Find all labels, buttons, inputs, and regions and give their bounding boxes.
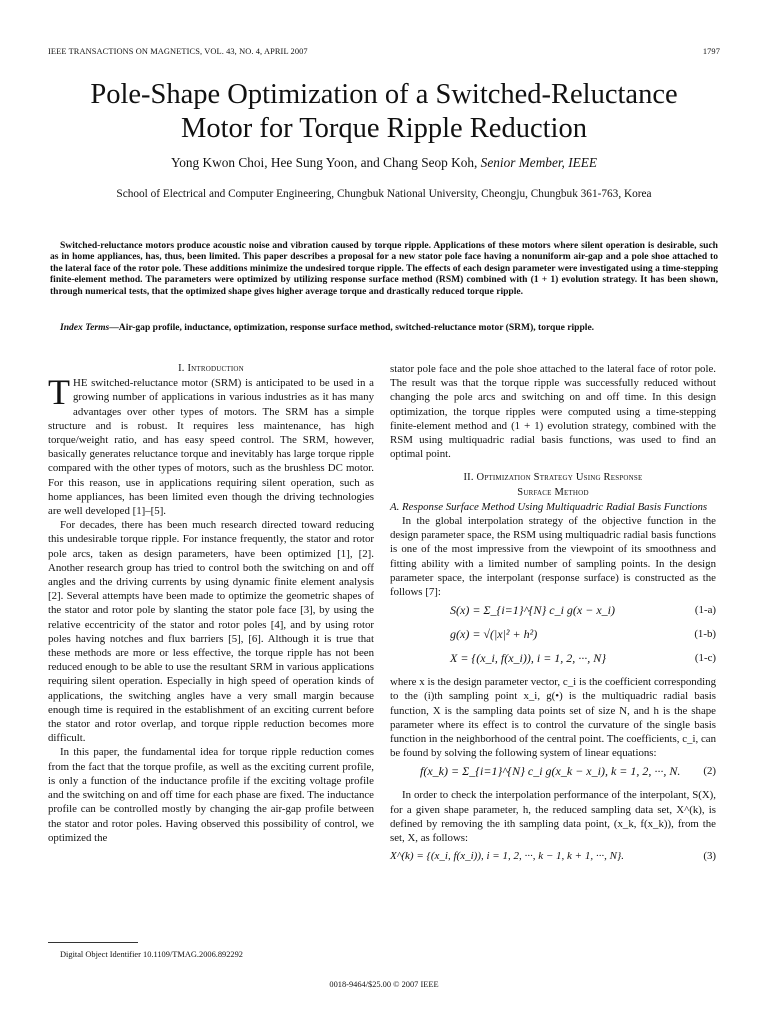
equation-2-formula: f(x_k) = Σ_{i=1}^{N} c_i g(x_k − x_i), k = 1, 2, ···, N. (420, 764, 681, 779)
equation-1c (390, 651, 716, 671)
authors (40, 155, 728, 171)
intro-paragraph-1-text: HE switched-reluctance motor (SRM) is anticipated to be used in a growing number of applications in various industries as it has many advantages over other types of motors. The SRM has a simple structure and is robust. It requires less maintenance, has high torque/weight ratio, and has easy speed control. The SRM, however, basically generates reluctance torque and inevitably has large torque ripple compared with the other types of motors, such as the brushless DC motor. For this reason, use in applications requiring silent operation, such as home appliances, has been limited even though the driving technologies are well developed [1]–[5]. (48, 377, 374, 518)
equation-3-formula: X^(k) = {(x_i, f(x_i)), i = 1, 2, ···, k − 1, k + 1, ···, N}. (390, 850, 625, 863)
page-number: 1797 (702, 47, 720, 56)
left-column (48, 362, 374, 845)
footnote-divider (48, 942, 138, 943)
running-head (48, 47, 720, 61)
rsm-paragraph-2: where x is the design parameter vector, c_i is the coefficient corresponding to the (i)th sampling point x_i, g(•) is the multiquadric radial basis function, X is the sampling data points set of size N, and h is the shape parameter where its effect is to control the curvature of the single basis function in the neighborhood of the central point. The coefficients, c_i, can be found by solving the following system of linear equations: (390, 676, 716, 760)
index-terms-text: —Air-gap profile, inductance, optimization, response surface method, switched-reluctance motor (SRM), torque ripple. (109, 322, 595, 333)
section-1-title: Introduction (187, 363, 244, 374)
section-1-numeral: I. (178, 363, 188, 374)
drop-cap: T (48, 372, 70, 413)
intro-paragraph-3: In this paper, the fundamental idea for torque ripple reduction comes from the fact that the torque profile, as well as the exciting current profile, is only a function of the inductance profile if the exciting voltage profile and the switching on and off time for each phase are fixed. The inductance profile can be controlled mostly by changing the air-gap profile between the stator and rotor poles. Having observed this possibility of control, we optimized the (48, 746, 374, 844)
page-footer-copyright: 0018-9464/$25.00 © 2007 IEEE (329, 980, 439, 989)
intro-paragraph-continued: stator pole face and the pole shoe attached to the lateral face of rotor pole. The result was that the torque ripple was successfully reduced without changing the pole arcs and switching on and off time. In this design optimization, the torque ripples were computed using a time-stepping finite-element method and (1 + 1) evolution strategy, combined with the RSM using multiquadric radial basis functions, was used to find an optimal point. (390, 363, 716, 461)
equation-1b-formula: g(x) = √(|x|² + h²) (450, 627, 538, 642)
equation-1b-number: (1-b) (694, 628, 716, 641)
equation-1c-formula: X = {(x_i, f(x_i)), i = 1, 2, ···, N} (450, 651, 607, 666)
index-terms-label: Index Terms (60, 322, 110, 333)
index-terms (50, 322, 718, 333)
equation-3-number: (3) (703, 850, 716, 863)
equation-1a (390, 603, 716, 623)
equation-3 (390, 849, 716, 869)
rsm-paragraph-1: In the global interpolation strategy of the objective function in the design parameter space, the RSM using multiquadric radial basis functions is one of the most impressive from the viewpoint of its smoothness and fitting ability with a limited number of sampling points. In the design parameter space, the interpolant (response surface) is constructed as the follows [7]: (390, 515, 716, 599)
section-2-numeral: II. (463, 472, 477, 484)
title-line-2: Motor for Torque Ripple Reduction (181, 113, 587, 144)
rsm-paragraph-3: In order to check the interpolation performance of the interpolant, S(X), for a given shape parameter, h, the reduced sampling data set, X^(k), is defined by removing the ith sampling data point, (x_k, f(x_k)), from the set, X, as follows: (390, 789, 716, 845)
title-line-1: Pole-Shape Optimization of a Switched-Reluctance (90, 79, 678, 110)
author-names: Yong Kwon Choi, Hee Sung Yoon, and Chang Seop Koh, (170, 155, 478, 170)
right-column (390, 362, 716, 873)
equation-2-number: (2) (703, 765, 716, 778)
section-1-heading (48, 362, 374, 376)
journal-info: IEEE TRANSACTIONS ON MAGNETICS, VOL. 43, NO. 4, APRIL 2007 (48, 47, 308, 56)
equation-1b (390, 627, 716, 647)
section-2-title-line-2: Surface Method (517, 486, 589, 498)
section-2-title-line-1: Optimization Strategy Using Response (476, 472, 643, 484)
equation-1a-number: (1-a) (694, 604, 716, 617)
equation-2 (390, 764, 716, 784)
subsection-a-heading: A. Response Surface Method Using Multiquadric Radial Basis Functions (390, 500, 708, 513)
equation-1c-number: (1-c) (694, 652, 716, 665)
author-member-title: Senior Member, IEEE (480, 155, 597, 170)
equation-1a-formula: S(x) = Σ_{i=1}^{N} c_i g(x − x_i) (450, 603, 615, 618)
paper-title (40, 78, 728, 146)
intro-paragraph-2: For decades, there has been much research directed toward reducing this undesirable torque ripple. For instance frequently, the stator and rotor pole arcs, taken as design parameters, have been optimized [1], [2]. Another research group has tried to control both the switching on and off angles and the driving currents by using dynamic finite element analysis [2]. Several attempts have been made to optimize the geometric shapes of the stator and rotor pole by slanting the stator pole face [3], by using the relative eccentricity of the stator and rotor poles [4], and by using rotor poles having notches and flux barriers [5], [6]. Although it is true that these methods are more or less effective, the torque ripple has not been reduced enough to be able to use the resultant SRM in various applications requiring silent operation. Especially in high speed of operation kinds of applications, the switching angles have a very small margin because enough time is required in the establishment of an exciting current before the stator and rotor overlap, and torque ripple reduction becomes more difficult. (48, 519, 374, 745)
section-2-heading (390, 471, 716, 499)
footnote-doi: Digital Object Identifier 10.1109/TMAG.2006.892292 (60, 950, 243, 959)
abstract: Switched-reluctance motors produce acoustic noise and vibration caused by torque ripple. Applications of these motors where silent operation is desirable, such as in home appliances, has, thus, been limited. This paper describes a proposal for a new stator pole face having a nonuniform air-gap and a pole shoe attached to the lateral face of the rotor pole. These additions minimize the undesired torque ripple. The effects of each design parameter were investigated using a time-stepping finite-element method. The parameters were optimized by utilizing response surface method (RSM) combined with (1 + 1) evolution strategy. It has been shown, through numerical tests, that the optimized shape gives higher average torque and drastically reduced torque ripple. (50, 240, 718, 297)
intro-paragraph-1 (48, 372, 374, 518)
affiliation: School of Electrical and Computer Engineering, Chungbuk National University, Cheongju, Chungbuk 361-763, Korea (116, 188, 652, 200)
